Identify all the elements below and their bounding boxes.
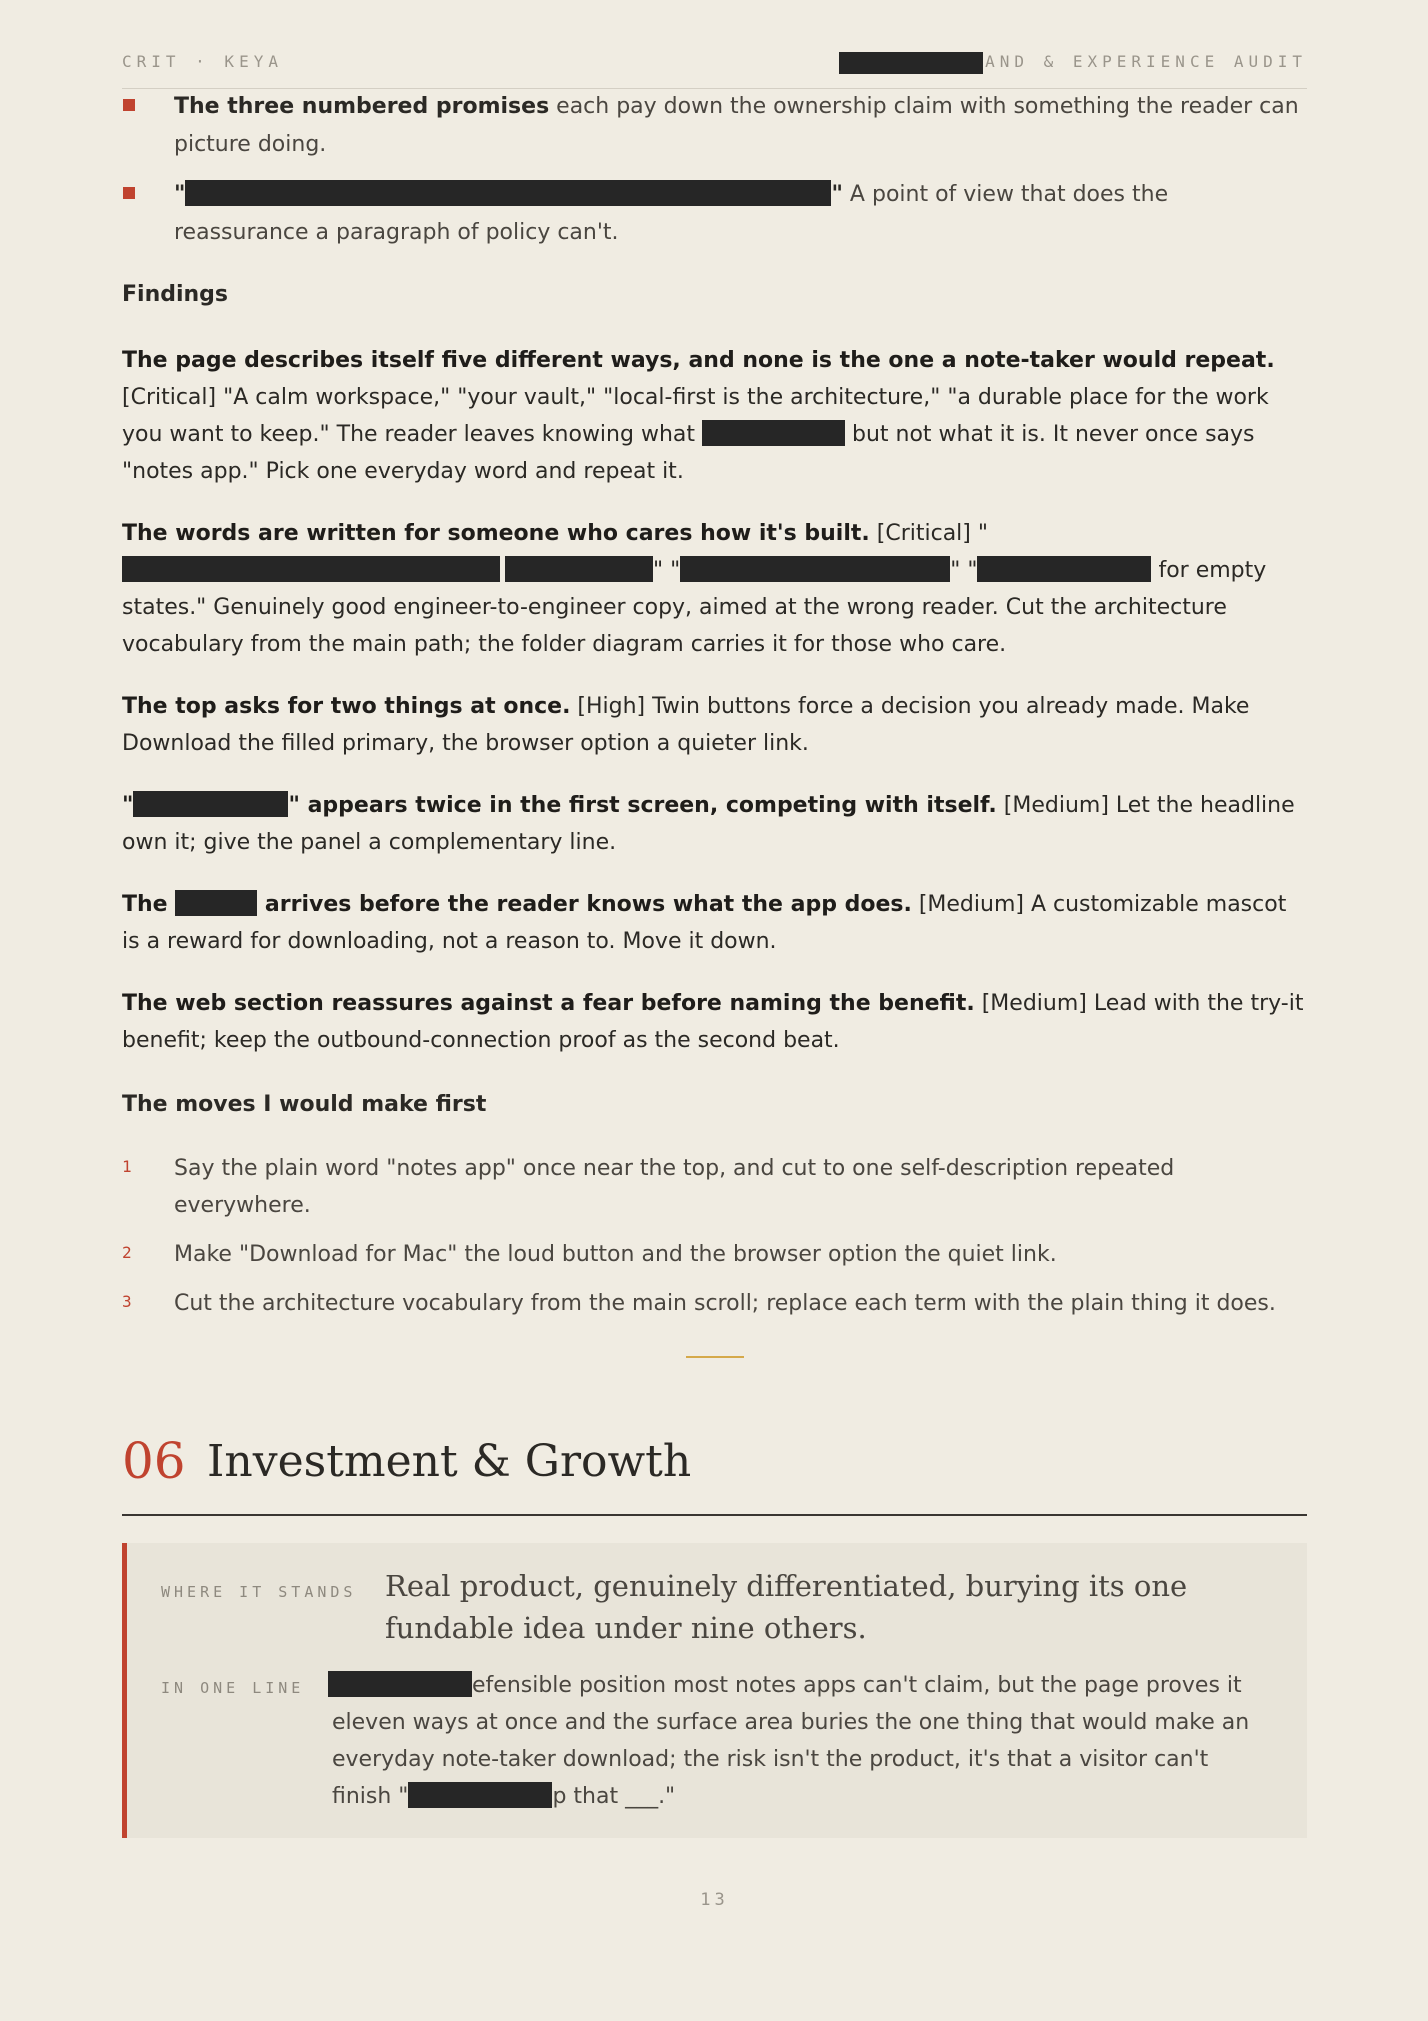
redaction [175,890,257,916]
finding-body: for empty states." Genuinely good engineer-to-engineer copy, aimed at the wrong reader. Cut the architecture vocabulary from the main path; the folder diagram carries it for those who care. [122,558,1267,657]
findings-heading: Findings [122,282,229,307]
bullet-square-icon [123,187,135,199]
bullet-text: each pay down the ownership claim with something the reader can picture doing. [174,94,1299,157]
finding-item [122,886,1307,960]
oneline-text [332,1667,1272,1815]
finding-item [122,688,1307,762]
findings [122,342,1307,1084]
finding-body: [Medium] Lead with the try-it benefit; keep the outbound-connection proof as the second beat. [122,991,1304,1053]
running-header [122,52,1307,89]
chapter-number: 06 [122,1432,186,1490]
move-text: Say the plain word "notes app" once near the top, and cut to one self-description repeated everywhere. [174,1156,1175,1218]
list-item [122,1150,1307,1224]
redaction [977,556,1151,582]
finding-sep: " " [653,558,681,583]
finding-lead: " appears twice in the first screen, competing with itself. [288,793,997,818]
redaction [408,1782,552,1808]
list-item [122,88,1307,164]
redaction [680,556,950,582]
redaction [133,791,288,817]
finding-lead: The words are written for someone who cares how it's built. [122,521,870,546]
finding-item [122,985,1307,1059]
move-text: Make "Download for Mac" the loud button and the browser option the quiet link. [174,1242,1057,1267]
list-item [122,1285,1307,1322]
finding-lead: The web section reassures against a fear before naming the benefit. [122,991,975,1016]
bullet-square-icon [123,99,135,111]
chapter-title: Investment & Growth [207,1436,692,1487]
finding-body: [Medium] A customizable mascot is a reward for downloading, not a reason to. Move it down. [122,892,1287,954]
move-number: 1 [122,1157,132,1176]
stands-label: WHERE IT STANDS [161,1583,357,1601]
redaction [839,52,983,74]
finding-body: but not what it is. It never once says "notes app." Pick one everyday word and repeat it. [122,422,1255,484]
bullet-list [122,88,1307,264]
summary-callout [122,1543,1307,1838]
header-left: CRIT · KEYA [122,52,283,71]
finding-item [122,515,1307,663]
bullet-open-quote: " [174,182,186,207]
oneline-body: efensible position most notes apps can't claim, but the page proves it eleven ways at once and the surface area buries the one thing that would make an everyday note-taker download; the risk isn't the product, it's that a visitor can't finish " [332,1673,1250,1809]
moves-list [122,1150,1307,1334]
stands-text: Real product, genuinely differentiated, burying its one fundable idea under nine others. [385,1569,1188,1645]
moves-heading: The moves I would make first [122,1092,487,1117]
redaction [185,180,831,206]
move-number: 2 [122,1243,132,1262]
section-divider [686,1356,744,1358]
list-item [122,176,1307,252]
oneline-body: p that ___." [552,1784,676,1809]
bullet-text: A point of view that does the reassurance a paragraph of policy can't. [174,182,1169,245]
redaction [122,556,500,582]
redaction [328,1671,472,1697]
finding-body: [High] Twin buttons force a decision you already made. Make Download the filled primary, the browser option a quieter link. [122,694,1250,756]
move-text: Cut the architecture vocabulary from the main scroll; replace each term with the plain thing it does. [174,1291,1276,1316]
bullet-close-quote: " [831,182,843,207]
bullet-lead: The three numbered promises [174,94,550,119]
finding-lead: The top asks for two things at once. [122,694,571,719]
finding-lead: The page describes itself five different ways, and none is the one a note-taker would repeat. [122,348,1275,373]
page-number: 13 [700,1890,729,1910]
finding-body: [Critical] "A calm workspace," "your vault," "local-first is the architecture," "a durable place for the work you want to keep." The reader leaves knowing what [122,385,1269,447]
finding-sep: " " [950,558,978,583]
redaction [505,556,653,582]
finding-lead: arrives before the reader knows what the app does. [257,892,912,917]
oneline-label: IN ONE LINE [161,1679,305,1697]
chapter-heading [122,1432,1307,1516]
finding-body: [Critical] " [869,521,988,546]
header-right-text: AND & EXPERIENCE AUDIT [985,52,1307,71]
move-number: 3 [122,1292,132,1311]
finding-open-quote: " [122,793,134,818]
header-right [839,52,1307,74]
list-item [122,1236,1307,1273]
finding-lead: The [122,892,176,917]
finding-body: [Medium] Let the headline own it; give the panel a complementary line. [122,793,1295,855]
finding-item [122,787,1307,861]
finding-item [122,342,1307,490]
redaction [702,420,845,446]
